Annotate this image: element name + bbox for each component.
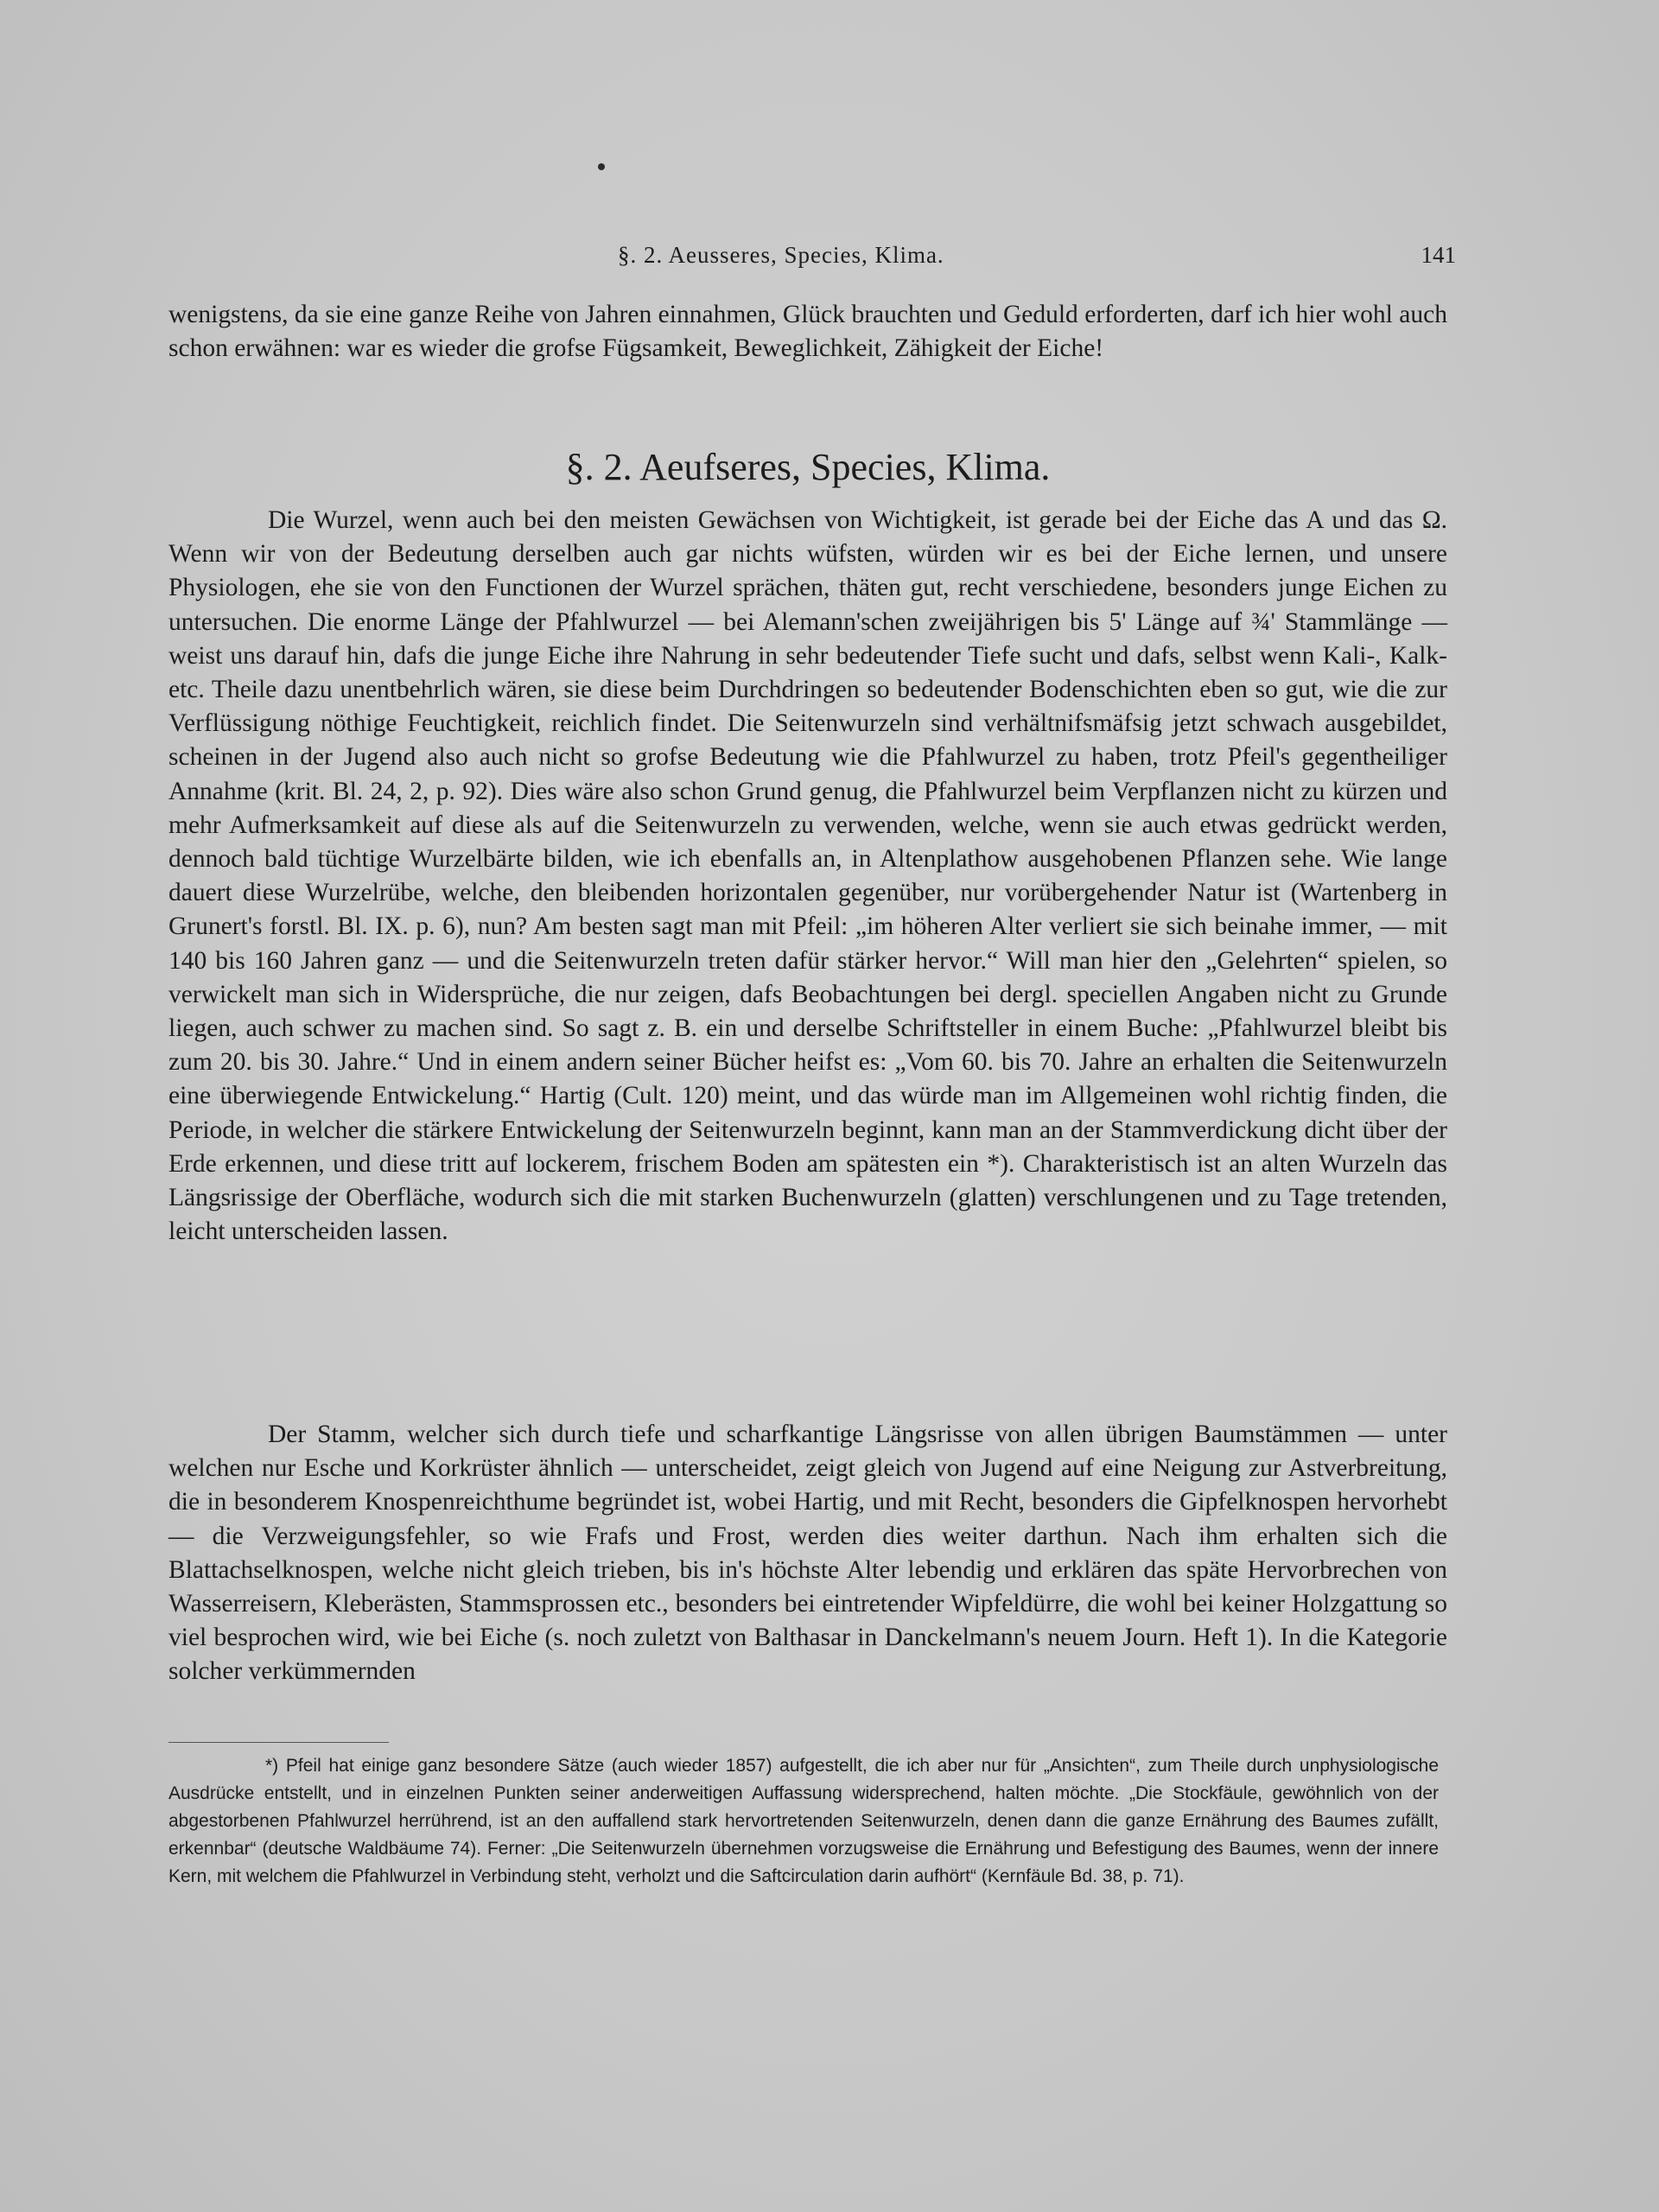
running-header-title: §. 2. Aeusseres, Species, Klima. xyxy=(618,242,944,268)
ink-dot xyxy=(598,163,605,170)
paragraph-wurzel: Die Wurzel, wenn auch bei den meisten Gewächsen von Wichtigkeit, ist gerade bei der Eiche das A und das Ω. Wenn wir von der Bedeutung derselben auch gar nichts wüfsten, würden wir es bei der Eiche lernen, und unsere Physiologen, ehe sie von den Functionen der Wurzel sprächen, thäten gut, recht verschiedene, besonders junge Eichen zu untersuchen. Die enorme Länge der Pfahlwurzel — bei Alemann'schen zweijährigen bis 5' Länge auf ¾' Stammlänge — weist uns darauf hin, dafs die junge Eiche ihre Nahrung in sehr bedeutender Tiefe sucht und dafs, selbst wenn Kali-, Kalk- etc. Theile dazu unentbehrlich wären, sie diese beim Durchdringen so bedeutender Bodenschichten eben so gut, wie die zur Verflüssigung nöthige Feuchtigkeit, reichlich findet. Die Seitenwurzeln sind verhältnifsmäfsig jetzt schwach ausgebildet, scheinen in der Jugend also auch nicht so grofse Bedeutung wie die Pfahlwurzel zu haben, trotz Pfeil's gegentheiliger Annahme (krit. Bl. 24, 2, p. 92). Dies wäre also schon Grund genug, die Pfahlwurzel beim Verpflanzen nicht zu kürzen und mehr Aufmerksamkeit auf diese als auf die Seitenwurzeln zu verwenden, welche, wenn sie auch etwas gedrückt werden, dennoch bald tüchtige Wurzelbärte bilden, wie ich ebenfalls an, in Altenplathow ausgehobenen Pflanzen sehe. Wie lange dauert diese Wurzelrübe, welche, den bleibenden horizontalen gegenüber, nur vorübergehender Natur ist (Wartenberg in Grunert's forstl. Bl. IX. p. 6), nun? Am besten sagt man mit Pfeil: „im höheren Alter verliert sie sich beinahe immer, — mit 140 bis 160 Jahren ganz — und die Seitenwurzeln treten dafür stärker hervor.“ Will man hier den „Gelehrten“ spielen, so verwickelt man sich in Widersprüche, die nur zeigen, dafs Beobachtungen bei dergl. speciellen Angaben nicht zu Grunde liegen, auch schwer zu machen sind. So sagt z. B. ein und derselbe Schriftsteller in einem Buche: „Pfahlwurzel bleibt bis zum 20. bis 30. Jahre.“ Und in einem andern seiner Bücher heifst es: „Vom 60. bis 70. Jahre an erhalten die Seitenwurzeln eine überwiegende Entwickelung.“ Hartig (Cult. 120) meint, und das würde man im Allgemeinen wohl richtig finden, die Periode, in welcher die stärkere Entwickelung der Seitenwurzeln beginnt, kann man an der Stammverdickung dicht über der Erde erkennen, und diese tritt auf lockerem, frischem Boden am spätesten ein *). Charakteristisch ist an alten Wurzeln das Längsrissige der Oberfläche, wodurch sich die mit starken Buchenwurzeln (glatten) verschlungenen und zu Tage tretenden, leicht unterscheiden lassen. xyxy=(168,506,1447,1246)
paragraph-continuation: wenigstens, da sie eine ganze Reihe von Jahren einnahmen, Glück brauchten und Geduld erforderten, darf ich hier wohl auch schon erwähnen: war es wieder die grofse Fügsamkeit, Beweglichkeit, Zähigkeit der Eiche! xyxy=(168,301,1447,363)
paragraph-stamm: Der Stamm, welcher sich durch tiefe und scharfkantige Längsrisse von allen übrigen Baumstämmen — unter welchen nur Esche und Korkrüster ähnlich — unterscheidet, zeigt gleich von Jugend auf eine Neigung zur Astverbreitung, die in besonderem Knospenreichthume begründet ist, wobei Hartig, und mit Recht, besonders die Gipfelknospen hervorhebt — die Verzweigungsfehler, so wie Frafs und Frost, werden dies weiter darthun. Nach ihm erhalten sich die Blattachselknospen, welche nicht gleich trieben, bis in's höchste Alter lebendig und erklären das späte Hervorbrechen von Wasserreisern, Kleberästen, Stammsprossen etc., besonders bei eintretender Wipfeldürre, die wohl bei keiner Holzgattung so viel besprochen wird, wie bei Eiche (s. noch zuletzt von Balthasar in Danckelmann's neuem Journ. Heft 1). In die Kategorie solcher verkümmernden xyxy=(168,1421,1447,1686)
page-number: 141 xyxy=(1421,242,1456,268)
footnote-rule xyxy=(168,1742,389,1743)
running-header xyxy=(168,238,1456,273)
footnote: *) Pfeil hat einige ganz besondere Sätze (auch wieder 1857) aufgestellt, die ich aber nur für „Ansichten“, zum Theile durch unphysiologische Ausdrücke entstellt, und in einzelnen Punkten seiner anderweitigen Auffassung widersprechend, halten möchte. „Die Stockfäule, gewöhnlich von der abgestorbenen Pfahlwurzel herrührend, ist an den auffallend stark hervortretenden Seitenwurzeln, denen dann die ganze Ernährung des Baumes zufällt, erkennbar“ (deutsche Waldbäume 74). Ferner: „Die Seitenwurzeln übernehmen vorzugsweise die Ernährung und Befestigung des Baumes, wenn der innere Kern, mit welchem die Pfahlwurzel in Verbindung steht, verholzt und die Saftcirculation darin aufhört“ (Kernfäule Bd. 38, p. 71). xyxy=(168,1756,1439,1886)
section-heading: §. 2. Aeufseres, Species, Klima. xyxy=(565,446,1051,488)
